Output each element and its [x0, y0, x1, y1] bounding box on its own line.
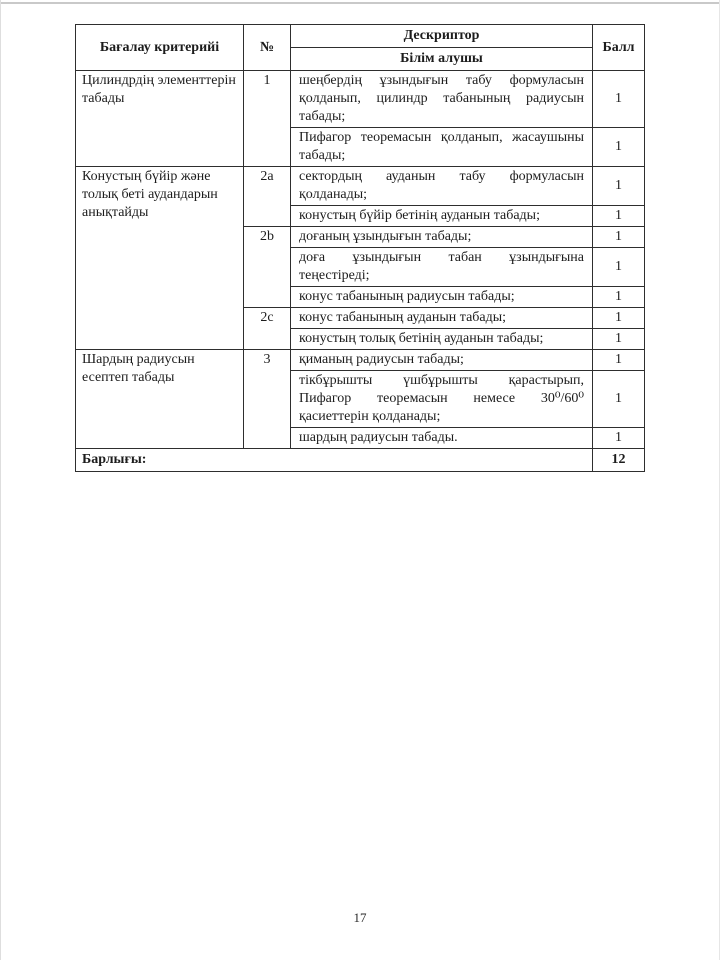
score-cell: 1 [593, 428, 645, 449]
descriptor-cell: конустың толық бетінің ауданын табады; [291, 329, 593, 350]
header-number: № [244, 25, 291, 71]
criteria-cell: Конустың бүйір және толық беті аудандарын анықтайды [76, 167, 244, 350]
total-label-cell: Барлығы: [76, 449, 593, 472]
score-cell: 1 [593, 227, 645, 248]
criteria-cell: Шардың радиусын есептеп табады [76, 350, 244, 449]
descriptor-line: Пифагор теоремасын қолданып, жасаушыны [299, 130, 584, 145]
total-score-cell: 12 [593, 449, 645, 472]
number-cell: 3 [244, 350, 291, 449]
descriptor-line: доға ұзындығын табан ұзындығына [299, 250, 584, 265]
header-descriptor: Дескриптор [291, 25, 593, 48]
descriptor-cell: конус табанының ауданын табады; [291, 308, 593, 329]
score-cell: 1 [593, 371, 645, 428]
descriptor-cell [291, 167, 593, 206]
descriptor-cell: конустың бүйір бетінің ауданын табады; [291, 206, 593, 227]
descriptor-line: Пифагор теоремасын немесе 30⁰/60⁰ [299, 391, 584, 406]
descriptor-line: қасиеттерін қолданады; [299, 409, 441, 424]
descriptor-line: табады; [299, 148, 346, 163]
descriptor-line: шеңбердің ұзындығын табу формуласын [299, 73, 584, 88]
scan-edge-left [0, 0, 1, 960]
descriptor-cell [291, 128, 593, 167]
score-cell: 1 [593, 287, 645, 308]
table-row [76, 71, 645, 128]
score-cell: 1 [593, 206, 645, 227]
descriptor-line: сектордың ауданын табу формуласын [299, 169, 584, 184]
descriptor-cell [291, 371, 593, 428]
criteria-cell: Цилиндрдің элементтерін табады [76, 71, 244, 167]
descriptor-cell: доғаның ұзындығын табады; [291, 227, 593, 248]
score-cell: 1 [593, 71, 645, 128]
assessment-criteria-table [75, 24, 645, 472]
header-row-1 [76, 25, 645, 48]
score-cell: 1 [593, 128, 645, 167]
header-learner: Білім алушы [291, 48, 593, 71]
descriptor-line: теңестіреді; [299, 268, 370, 283]
descriptor-line: қолданып, цилиндр табанының радиусын [299, 91, 584, 106]
descriptor-line: қолданады; [299, 187, 368, 202]
score-cell: 1 [593, 350, 645, 371]
score-cell: 1 [593, 329, 645, 350]
page-number: 17 [353, 910, 367, 925]
score-cell: 1 [593, 308, 645, 329]
descriptor-line: тікбұрышты үшбұрышты қарастырып, [299, 373, 584, 388]
descriptor-cell: қиманың радиусын табады; [291, 350, 593, 371]
score-cell: 1 [593, 167, 645, 206]
table-row [76, 350, 645, 371]
descriptor-cell [291, 248, 593, 287]
scan-edge-top [0, 2, 720, 4]
total-row [76, 449, 645, 472]
score-cell: 1 [593, 248, 645, 287]
descriptor-cell [291, 71, 593, 128]
header-score: Балл [593, 25, 645, 71]
descriptor-cell: конус табанының радиусын табады; [291, 287, 593, 308]
number-cell: 2a [244, 167, 291, 227]
number-cell: 2c [244, 308, 291, 350]
descriptor-cell: шардың радиусын табады. [291, 428, 593, 449]
table-row [76, 167, 645, 206]
header-criteria: Бағалау критерийі [76, 25, 244, 71]
number-cell: 2b [244, 227, 291, 308]
number-cell: 1 [244, 71, 291, 167]
descriptor-line: табады; [299, 109, 346, 124]
